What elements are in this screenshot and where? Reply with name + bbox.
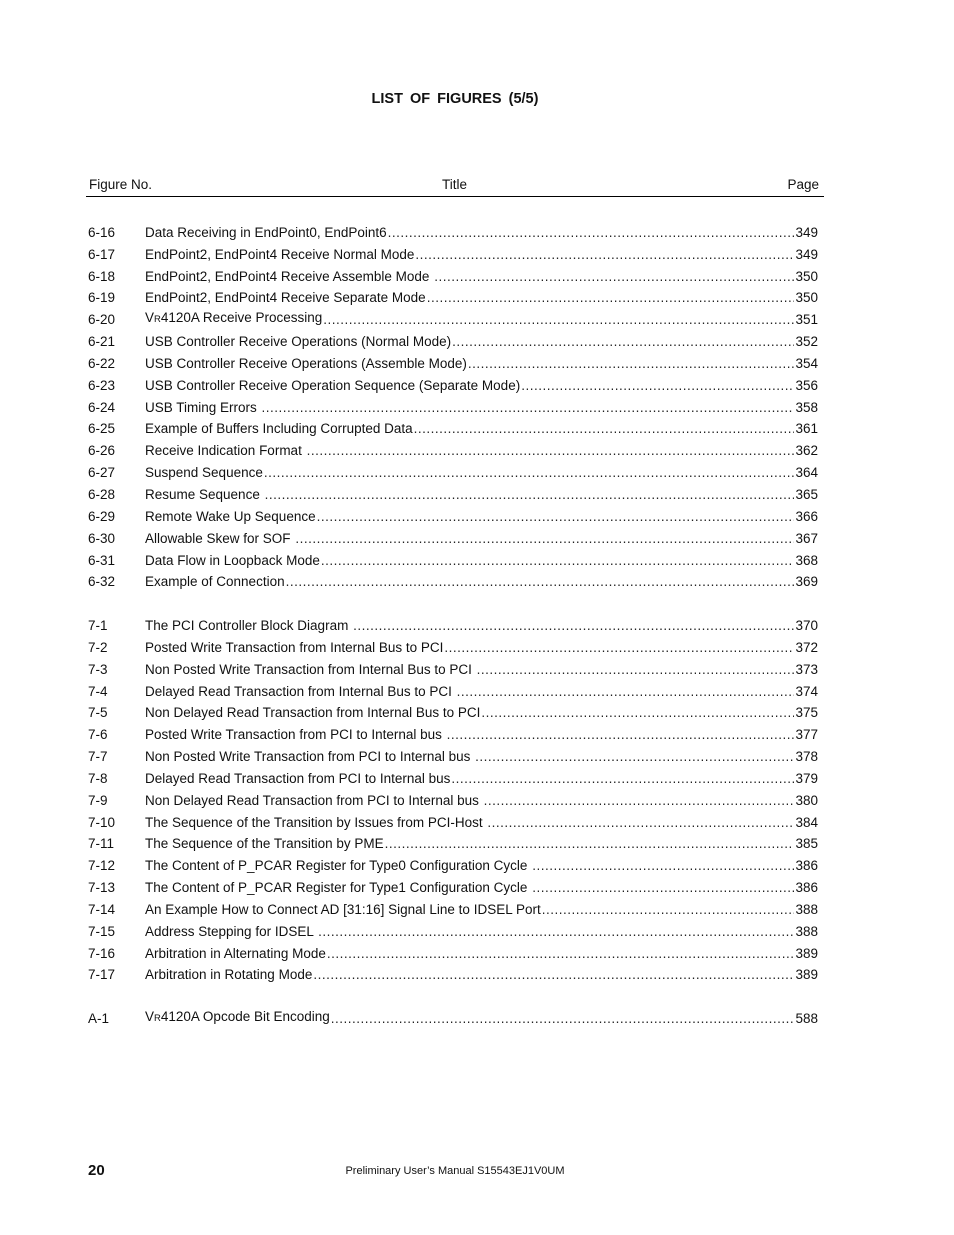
title-text: Resume Sequence (145, 486, 264, 502)
title-text: The Sequence of the Transition by Issues from PCI-Host (145, 814, 487, 830)
figure-page: 358 (795, 399, 818, 415)
figure-row (88, 219, 818, 241)
title-subscript: R (154, 1013, 161, 1025)
figure-row (88, 765, 818, 787)
dot-leader (353, 618, 794, 634)
header-page: Page (787, 177, 819, 192)
figure-title (145, 618, 352, 634)
figure-page: 388 (795, 923, 818, 939)
figure-number: 7-8 (88, 770, 108, 786)
figure-title (145, 553, 320, 569)
figure-page: 378 (795, 749, 818, 765)
figure-page: 356 (795, 377, 818, 393)
figure-row (88, 874, 818, 896)
figure-title (145, 858, 531, 874)
figure-number: 7-11 (88, 836, 115, 852)
figure-number: 6-21 (88, 334, 116, 350)
figure-title (145, 334, 451, 350)
figure-number: 6-29 (88, 508, 116, 524)
title-prefix: V (145, 1009, 155, 1025)
dot-leader (262, 400, 795, 416)
title-text: Data Flow in Loopback Mode (145, 552, 320, 568)
figure-row (88, 962, 818, 984)
title-text: Delayed Read Transaction from Internal Bus to PCI (145, 683, 456, 699)
figure-title (145, 290, 426, 306)
title-text: 4120A Opcode Bit Encoding (160, 1009, 330, 1025)
figure-number: 7-5 (88, 705, 108, 721)
figure-title (145, 443, 306, 459)
figure-title (145, 640, 443, 656)
figure-row (88, 700, 818, 722)
dot-leader (481, 705, 794, 721)
title-text: Posted Write Transaction from Internal Bus to PCI (145, 639, 444, 655)
title-text: Example of Buffers Including Corrupted Data (145, 421, 413, 437)
figure-title (145, 378, 520, 394)
figure-row (88, 350, 818, 372)
figure-title (145, 356, 467, 372)
figure-title (145, 400, 261, 416)
dot-leader (484, 793, 795, 809)
title-text: USB Controller Receive Operations (Normal Mode) (145, 334, 452, 350)
figure-number: 6-23 (88, 377, 116, 393)
figure-page: 349 (795, 246, 818, 262)
figure-row (88, 372, 818, 394)
figure-number: 7-10 (88, 814, 116, 830)
figure-number: 7-9 (88, 792, 108, 808)
figure-row (88, 831, 818, 853)
title-text: EndPoint2, EndPoint4 Receive Normal Mode (145, 246, 415, 262)
dot-leader (414, 421, 795, 437)
title-text: Non Posted Write Transaction from Internal Bus to PCI (145, 661, 476, 677)
figure-page: 365 (795, 486, 818, 502)
figure-title (145, 465, 263, 481)
figure-row (88, 787, 818, 809)
figure-number: 6-19 (88, 290, 116, 306)
header-figure-no: Figure No. (89, 177, 153, 192)
figure-page: 377 (795, 727, 818, 743)
figure-row (88, 459, 818, 481)
figure-number: 6-31 (88, 552, 116, 568)
dot-leader (532, 880, 794, 896)
figure-row (88, 656, 818, 678)
dot-leader (477, 662, 795, 678)
dot-leader (323, 312, 794, 328)
figure-number: 7-13 (88, 880, 116, 896)
figure-row (88, 416, 818, 438)
figure-number: 6-20 (88, 312, 116, 328)
figure-row (88, 634, 818, 656)
figure-row (88, 328, 818, 350)
figure-row (88, 896, 818, 918)
figure-number: 7-16 (88, 945, 116, 961)
dot-leader (317, 509, 795, 525)
figure-row (88, 743, 818, 765)
dot-leader (434, 269, 794, 285)
figure-number: 6-17 (88, 246, 116, 262)
figure-number: A-1 (88, 1011, 110, 1027)
figure-page: 379 (795, 770, 818, 786)
figure-title (145, 421, 413, 437)
dot-leader (444, 640, 794, 656)
title-text: The Content of P_PCAR Register for Type0 Configuration Cycle (145, 858, 532, 874)
figure-row (88, 678, 818, 700)
dot-leader (452, 334, 794, 350)
figure-number: 6-25 (88, 421, 116, 437)
figure-number: 7-4 (88, 683, 108, 699)
figure-title (145, 310, 322, 328)
title-text: The PCI Controller Block Diagram (145, 617, 353, 633)
figure-page: 373 (795, 661, 818, 677)
figure-row (88, 394, 818, 416)
figure-title (145, 967, 312, 983)
figure-number: 7-1 (88, 617, 108, 633)
title-text: Posted Write Transaction from PCI to Internal bus (145, 727, 446, 743)
figure-group (88, 219, 818, 590)
title-text: USB Timing Errors (145, 399, 261, 415)
figure-group (88, 1005, 818, 1027)
figure-number: 7-2 (88, 639, 108, 655)
figure-row (88, 525, 818, 547)
figure-title (145, 771, 450, 787)
figure-number: 6-16 (88, 224, 116, 240)
figure-page: 366 (795, 508, 818, 524)
title-text: Receive Indication Format (145, 443, 306, 459)
title-text: The Content of P_PCAR Register for Type1 Configuration Cycle (145, 880, 532, 896)
figure-page: 352 (795, 334, 818, 350)
title-text: 4120A Receive Processing (160, 310, 323, 326)
dot-leader (385, 836, 795, 852)
figure-title (145, 880, 531, 896)
figure-page: 364 (795, 465, 818, 481)
figure-title (145, 727, 446, 743)
figure-row (88, 852, 818, 874)
figure-row (88, 940, 818, 962)
figure-title (145, 509, 316, 525)
title-text: Delayed Read Transaction from PCI to Internal bus (145, 770, 451, 786)
figure-number: 7-3 (88, 661, 108, 677)
title-text: The Sequence of the Transition by PME (145, 836, 384, 852)
title-text: Data Receiving in EndPoint0, EndPoint6 (145, 224, 387, 240)
figure-title (145, 684, 456, 700)
figure-row (88, 481, 818, 503)
figure-page: 388 (795, 901, 818, 917)
dot-leader (468, 356, 795, 372)
figure-page: 369 (795, 574, 818, 590)
figure-row (88, 721, 818, 743)
figure-page: 389 (795, 967, 818, 983)
figure-row (88, 437, 818, 459)
figure-row (88, 241, 818, 263)
figure-title (145, 531, 294, 547)
figure-title (145, 749, 474, 765)
title-subscript: R (154, 314, 161, 326)
title-text: Remote Wake Up Sequence (145, 508, 316, 524)
figure-row (88, 1005, 818, 1027)
figure-page: 588 (795, 1011, 818, 1027)
title-text: Non Delayed Read Transaction from Internal Bus to PCI (145, 705, 481, 721)
figure-page: 385 (795, 836, 818, 852)
title-text: Non Delayed Read Transaction from PCI to Internal bus (145, 792, 483, 808)
header-title: Title (442, 177, 468, 192)
figure-title (145, 836, 384, 852)
dot-leader (475, 749, 794, 765)
figure-row (88, 306, 818, 328)
figure-title (145, 574, 285, 590)
dot-leader (307, 443, 795, 459)
dot-leader (487, 815, 794, 831)
figure-number: 7-12 (88, 858, 116, 874)
figure-title (145, 247, 414, 263)
figure-title (145, 1009, 330, 1027)
figure-list (88, 219, 818, 1049)
figure-page: 368 (795, 552, 818, 568)
dot-leader (451, 771, 794, 787)
figure-number: 6-26 (88, 443, 116, 459)
dot-leader (295, 531, 794, 547)
figure-number: 6-22 (88, 355, 116, 371)
figure-page: 354 (795, 355, 818, 371)
figure-page: 389 (795, 945, 818, 961)
figure-number: 7-6 (88, 727, 108, 743)
title-text: Arbitration in Alternating Mode (145, 945, 326, 961)
title-text: Non Posted Write Transaction from PCI to Internal bus (145, 749, 475, 765)
figure-page: 370 (795, 617, 818, 633)
figure-number: 6-32 (88, 574, 116, 590)
dot-leader (265, 487, 795, 503)
footer-page-number: 20 (88, 1162, 105, 1179)
figure-title (145, 924, 317, 940)
table-header (86, 177, 824, 197)
figure-row (88, 285, 818, 307)
figure-row (88, 547, 818, 569)
dot-leader (327, 946, 795, 962)
dot-leader (318, 924, 794, 940)
figure-title (145, 946, 326, 962)
figure-page: 372 (795, 639, 818, 655)
figure-page: 350 (795, 290, 818, 306)
figure-group (88, 612, 818, 983)
figure-page: 380 (795, 792, 818, 808)
figure-number: 6-27 (88, 465, 116, 481)
figure-number: 7-7 (88, 749, 108, 765)
figure-title (145, 662, 476, 678)
figure-page: 350 (795, 268, 818, 284)
dot-leader (542, 902, 795, 918)
dot-leader (532, 858, 794, 874)
figure-row (88, 809, 818, 831)
figure-page: 349 (795, 224, 818, 240)
title-prefix: V (145, 310, 155, 326)
figure-page: 367 (795, 530, 818, 546)
title-text: Suspend Sequence (145, 465, 263, 481)
figure-row (88, 569, 818, 591)
figure-number: 7-17 (88, 967, 116, 983)
dot-leader (415, 247, 794, 263)
figure-number: 6-30 (88, 530, 116, 546)
title-text: Address Stepping for IDSEL (145, 923, 318, 939)
figure-title (145, 705, 480, 721)
figure-page: 351 (795, 312, 818, 328)
title-text: EndPoint2, EndPoint4 Receive Separate Mode (145, 290, 426, 306)
figure-page: 362 (795, 443, 818, 459)
figure-row (88, 503, 818, 525)
figure-title (145, 902, 541, 918)
figure-number: 6-24 (88, 399, 116, 415)
title-text: EndPoint2, EndPoint4 Receive Assemble Mode (145, 268, 434, 284)
figure-title (145, 269, 433, 285)
figure-row (88, 263, 818, 285)
title-text: USB Controller Receive Operations (Assemble Mode) (145, 355, 467, 371)
figure-title (145, 225, 387, 241)
figure-page: 386 (795, 858, 818, 874)
title-text: An Example How to Connect AD [31:16] Signal Line to IDSEL Port (145, 901, 541, 917)
figure-page: 386 (795, 880, 818, 896)
dot-leader (388, 225, 795, 241)
figure-title (145, 815, 486, 831)
figure-number: 6-18 (88, 268, 116, 284)
dot-leader (313, 967, 794, 983)
title-text: Example of Connection (145, 574, 285, 590)
figure-title (145, 793, 483, 809)
title-text: Arbitration in Rotating Mode (145, 967, 313, 983)
figure-number: 7-15 (88, 923, 116, 939)
dot-leader (447, 727, 795, 743)
figure-page: 374 (795, 683, 818, 699)
figure-number: 7-14 (88, 901, 116, 917)
dot-leader (264, 465, 795, 481)
dot-leader (457, 684, 795, 700)
title-text: Allowable Skew for SOF (145, 530, 295, 546)
dot-leader (521, 378, 794, 394)
dot-leader (321, 553, 795, 569)
dot-leader (331, 1011, 795, 1027)
figure-row (88, 612, 818, 634)
figure-page: 375 (795, 705, 818, 721)
dot-leader (286, 574, 795, 590)
figure-page: 384 (795, 814, 818, 830)
page-title: LIST OF FIGURES (5/5) (371, 91, 539, 107)
figure-title (145, 487, 264, 503)
title-text: USB Controller Receive Operation Sequence (Separate Mode) (145, 377, 521, 393)
figure-number: 6-28 (88, 486, 116, 502)
figure-row (88, 918, 818, 940)
dot-leader (427, 290, 795, 306)
footer-manual-title: Preliminary User’s Manual S15543EJ1V0UM (345, 1165, 565, 1177)
figure-page: 361 (795, 421, 818, 437)
